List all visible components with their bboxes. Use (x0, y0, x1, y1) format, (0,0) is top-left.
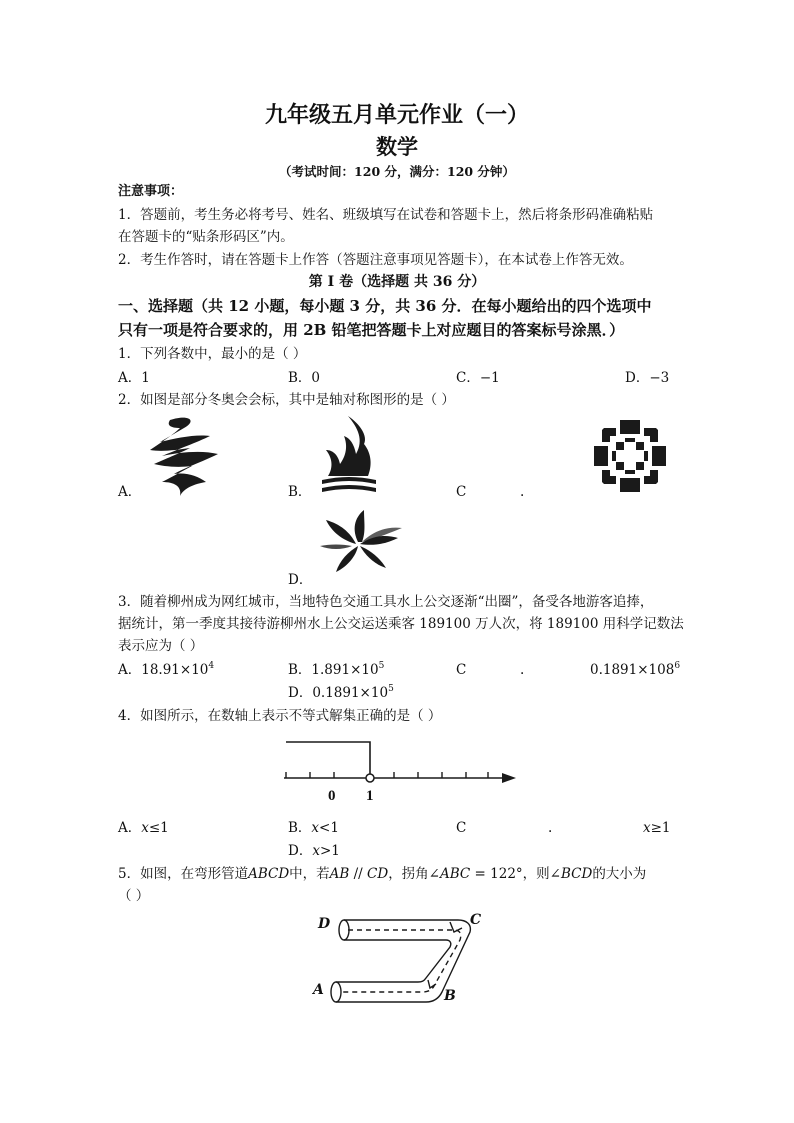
q2-option-c-label: C (456, 484, 467, 500)
q3-option-c-dot: . (520, 662, 525, 678)
number-line (280, 736, 520, 784)
q3-line-3: 表示应为（ ） (118, 638, 204, 654)
point-c-label: C (470, 912, 482, 928)
point-d-label: D (318, 916, 331, 932)
q3-option-d: D．$0.1891\times 10^5$ (288, 684, 394, 701)
winter-olympics-logo-c (590, 416, 670, 496)
winter-olympics-logo-d (312, 506, 408, 578)
q3-line-1: 3．随着柳州成为网红城市，当地特色交通工具水上公交逐渐“出圈”，备受各地游客追捧， (118, 594, 654, 610)
notice-item-2: 2．考生作答时，请在答题卡上作答（答题注意事项见答题卡），在本试卷上作答无效。 (118, 252, 633, 268)
point-a-label: A (313, 982, 324, 998)
q2-option-c-dot: . (520, 484, 525, 500)
q3-option-c-label: C (456, 662, 467, 678)
section-instructions-line-1: 一、选择题（共 12 小题，每小题 3 分，共 36 分．在每小题给出的四个选项中 (118, 297, 652, 315)
q4-stem: 4．如图所示，在数轴上表示不等式解集正确的是（ ） (118, 708, 442, 724)
point-b-label: B (444, 988, 456, 1004)
q3-option-b: B．$1.891\times 10^5$ (288, 661, 385, 678)
q4-option-c-dot: . (548, 820, 553, 836)
axis-label-one: 1 (366, 788, 374, 804)
q1-option-d: D．−3 (625, 370, 670, 386)
notice-heading: 注意事项： (118, 184, 184, 199)
winter-olympics-logo-a (140, 412, 230, 500)
q2-option-b-label: B． (288, 484, 312, 500)
notice-item-1-line-2: 在答题卡的“贴条形码区”内。 (118, 229, 294, 245)
open-endpoint (366, 774, 374, 782)
q2-option-d-label: D． (288, 572, 313, 588)
winter-olympics-logo-b (314, 414, 384, 498)
q4-option-c: x≥1 (643, 820, 671, 836)
q2-option-a-label: A． (118, 484, 142, 500)
q3-option-a: A．$18.91\times 10^4$ (118, 661, 215, 678)
subject-title: 数学 (376, 134, 418, 159)
q4-option-a: A．x≤1 (118, 820, 169, 836)
section-instructions-line-2: 只有一项是符合要求的，用 2B 铅笔把答题卡上对应题目的答案标号涂黑．） (118, 321, 625, 339)
notice-item-1-line-1: 1．答题前，考生务必将考号、姓名、班级填写在试卷和答题卡上，然后将条形码准确粘贴 (118, 207, 654, 223)
section-title: 第 I 卷（选择题 共 36 分） (308, 274, 486, 290)
q3-option-c: $0.1891\times 108^6$ (590, 661, 681, 678)
exam-info: （考试时间：120 分，满分：120 分钟） (279, 164, 515, 179)
q5-stem: 5．如图，在弯形管道ABCD中，若AB // CD，拐角∠ABC = 122°，则∠BCD的大小为 (118, 866, 647, 882)
axis-ticks (286, 772, 488, 778)
bent-pipe-diagram (316, 910, 486, 1006)
q4-option-b: B．x<1 (288, 820, 339, 836)
page-title: 九年级五月单元作业（一） (264, 102, 529, 128)
q4-option-c-label: C (456, 820, 467, 836)
q1-option-a: A．1 (118, 370, 150, 386)
q5-answer-parens: （ ） (118, 888, 150, 904)
q1-stem: 1．下列各数中，最小的是（ ） (118, 346, 307, 362)
axis-arrow (502, 773, 516, 783)
axis-label-zero: 0 (328, 788, 336, 804)
solution-ray (286, 742, 370, 776)
q1-option-c: C．−1 (456, 370, 500, 386)
q4-option-d: D．x>1 (288, 843, 340, 859)
q3-line-2: 据统计，第一季度其接待游柳州水上公交运送乘客 189100 万人次，将 189100 用科学记数法 (118, 616, 684, 632)
q1-option-b: B．0 (288, 370, 321, 386)
q2-stem: 2．如图是部分冬奥会会标，其中是轴对称图形的是（ ） (118, 392, 455, 408)
